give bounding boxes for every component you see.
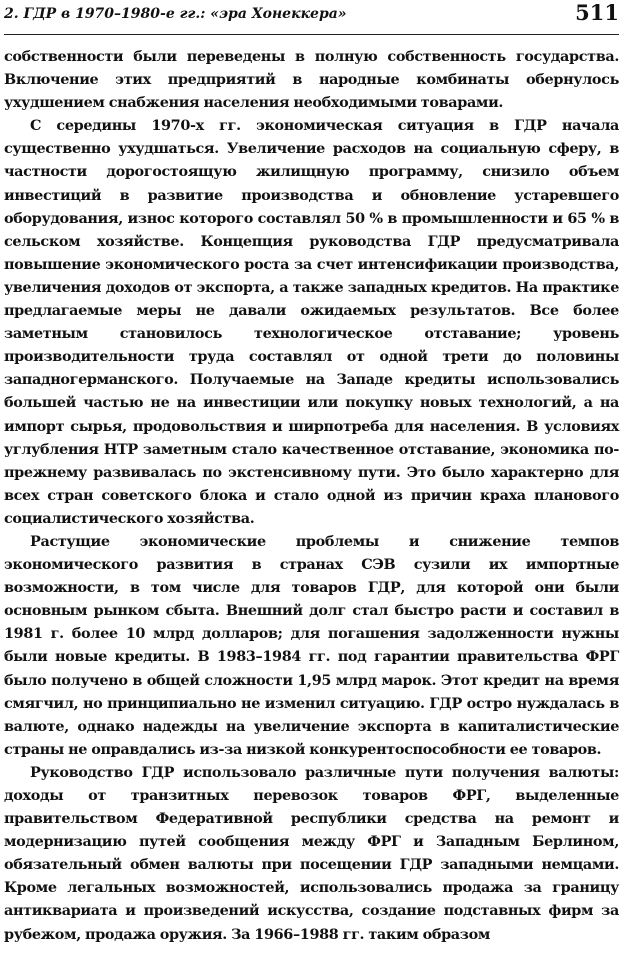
page-number: 511	[575, 0, 619, 25]
running-title: 2. ГДР в 1970–1980-е гг.: «эра Хонеккера»	[4, 6, 347, 22]
paragraph-continued: собственности были переведены в полную собственность государства. Включение этих предприятий в народные комбинаты обернулось ухудшением снабжения населения необходимыми товарами.	[4, 48, 619, 112]
paragraph: С середины 1970-х гг. экономическая ситуация в ГДР начала существенно ухудшаться. Увеличение расходов на социальную сферу, в частности дорогостоящую жилищную программу, снизило объем инвестиций в развитие производства и обновление устаревшего оборудования, износ которого составлял 50 % в промышленности и 65 % в сельском хозяйстве. Концепция руководства ГДР предусматривала повышение экономического роста за счет интенсификации производства, увеличения доходов от экспорта, а также западных кредитов. На практике предлагаемые меры не давали ожидаемых результатов. Все более заметным становилось технологическое отставание; уровень производительности труда составлял от одной трети до половины западногерманского. Получаемые на Западе кредиты использовались большей частью не на инвестиции или покупку новых технологий, а на импорт сырья, продовольствия и ширпотреба для населения. В условиях углубления НТР заметным стало качественное отставание, экономика по-прежнему развивалась по экстенсивному пути. Это было характерно для всех стран советского блока и стало одной из причин краха планового социалистического хозяйства.	[4, 117, 619, 527]
body-text	[4, 45, 619, 946]
paragraph: Руководство ГДР использовало различные пути получения валюты: доходы от транзитных перевозок товаров ФРГ, выделенные правительством Федеративной республики средства на ремонт и модернизацию путей сообщения между ФРГ и Западным Берлином, обязательный обмен валюты при посещении ГДР западными немцами. Кроме легальных возможностей, использовались продажа за границу антиквариата и произведений искусства, создание подставных фирм за рубежом, продажа оружия. За 1966–1988 гг. таким образом	[4, 763, 619, 943]
book-page	[4, 0, 619, 969]
running-header	[4, 0, 619, 35]
paragraph: Растущие экономические проблемы и снижение темпов экономического развития в странах СЭВ сузили их импортные возможности, в том числе для товаров ГДР, для которой они были основным рынком сбыта. Внешний долг стал быстро расти и составил в 1981 г. более 10 млрд долларов; для погашения задолженности нужны были новые кредиты. В 1983–1984 гг. под гарантии правительства ФРГ было получено в общей сложности 1,95 млрд марок. Этот кредит на время смягчил, но принципиально не изменил ситуацию. ГДР остро нуждалась в валюте, однако надежды на увеличение экспорта в капиталистические страны не оправдались из-за низкой конкурентоспособности ее товаров.	[4, 532, 619, 758]
